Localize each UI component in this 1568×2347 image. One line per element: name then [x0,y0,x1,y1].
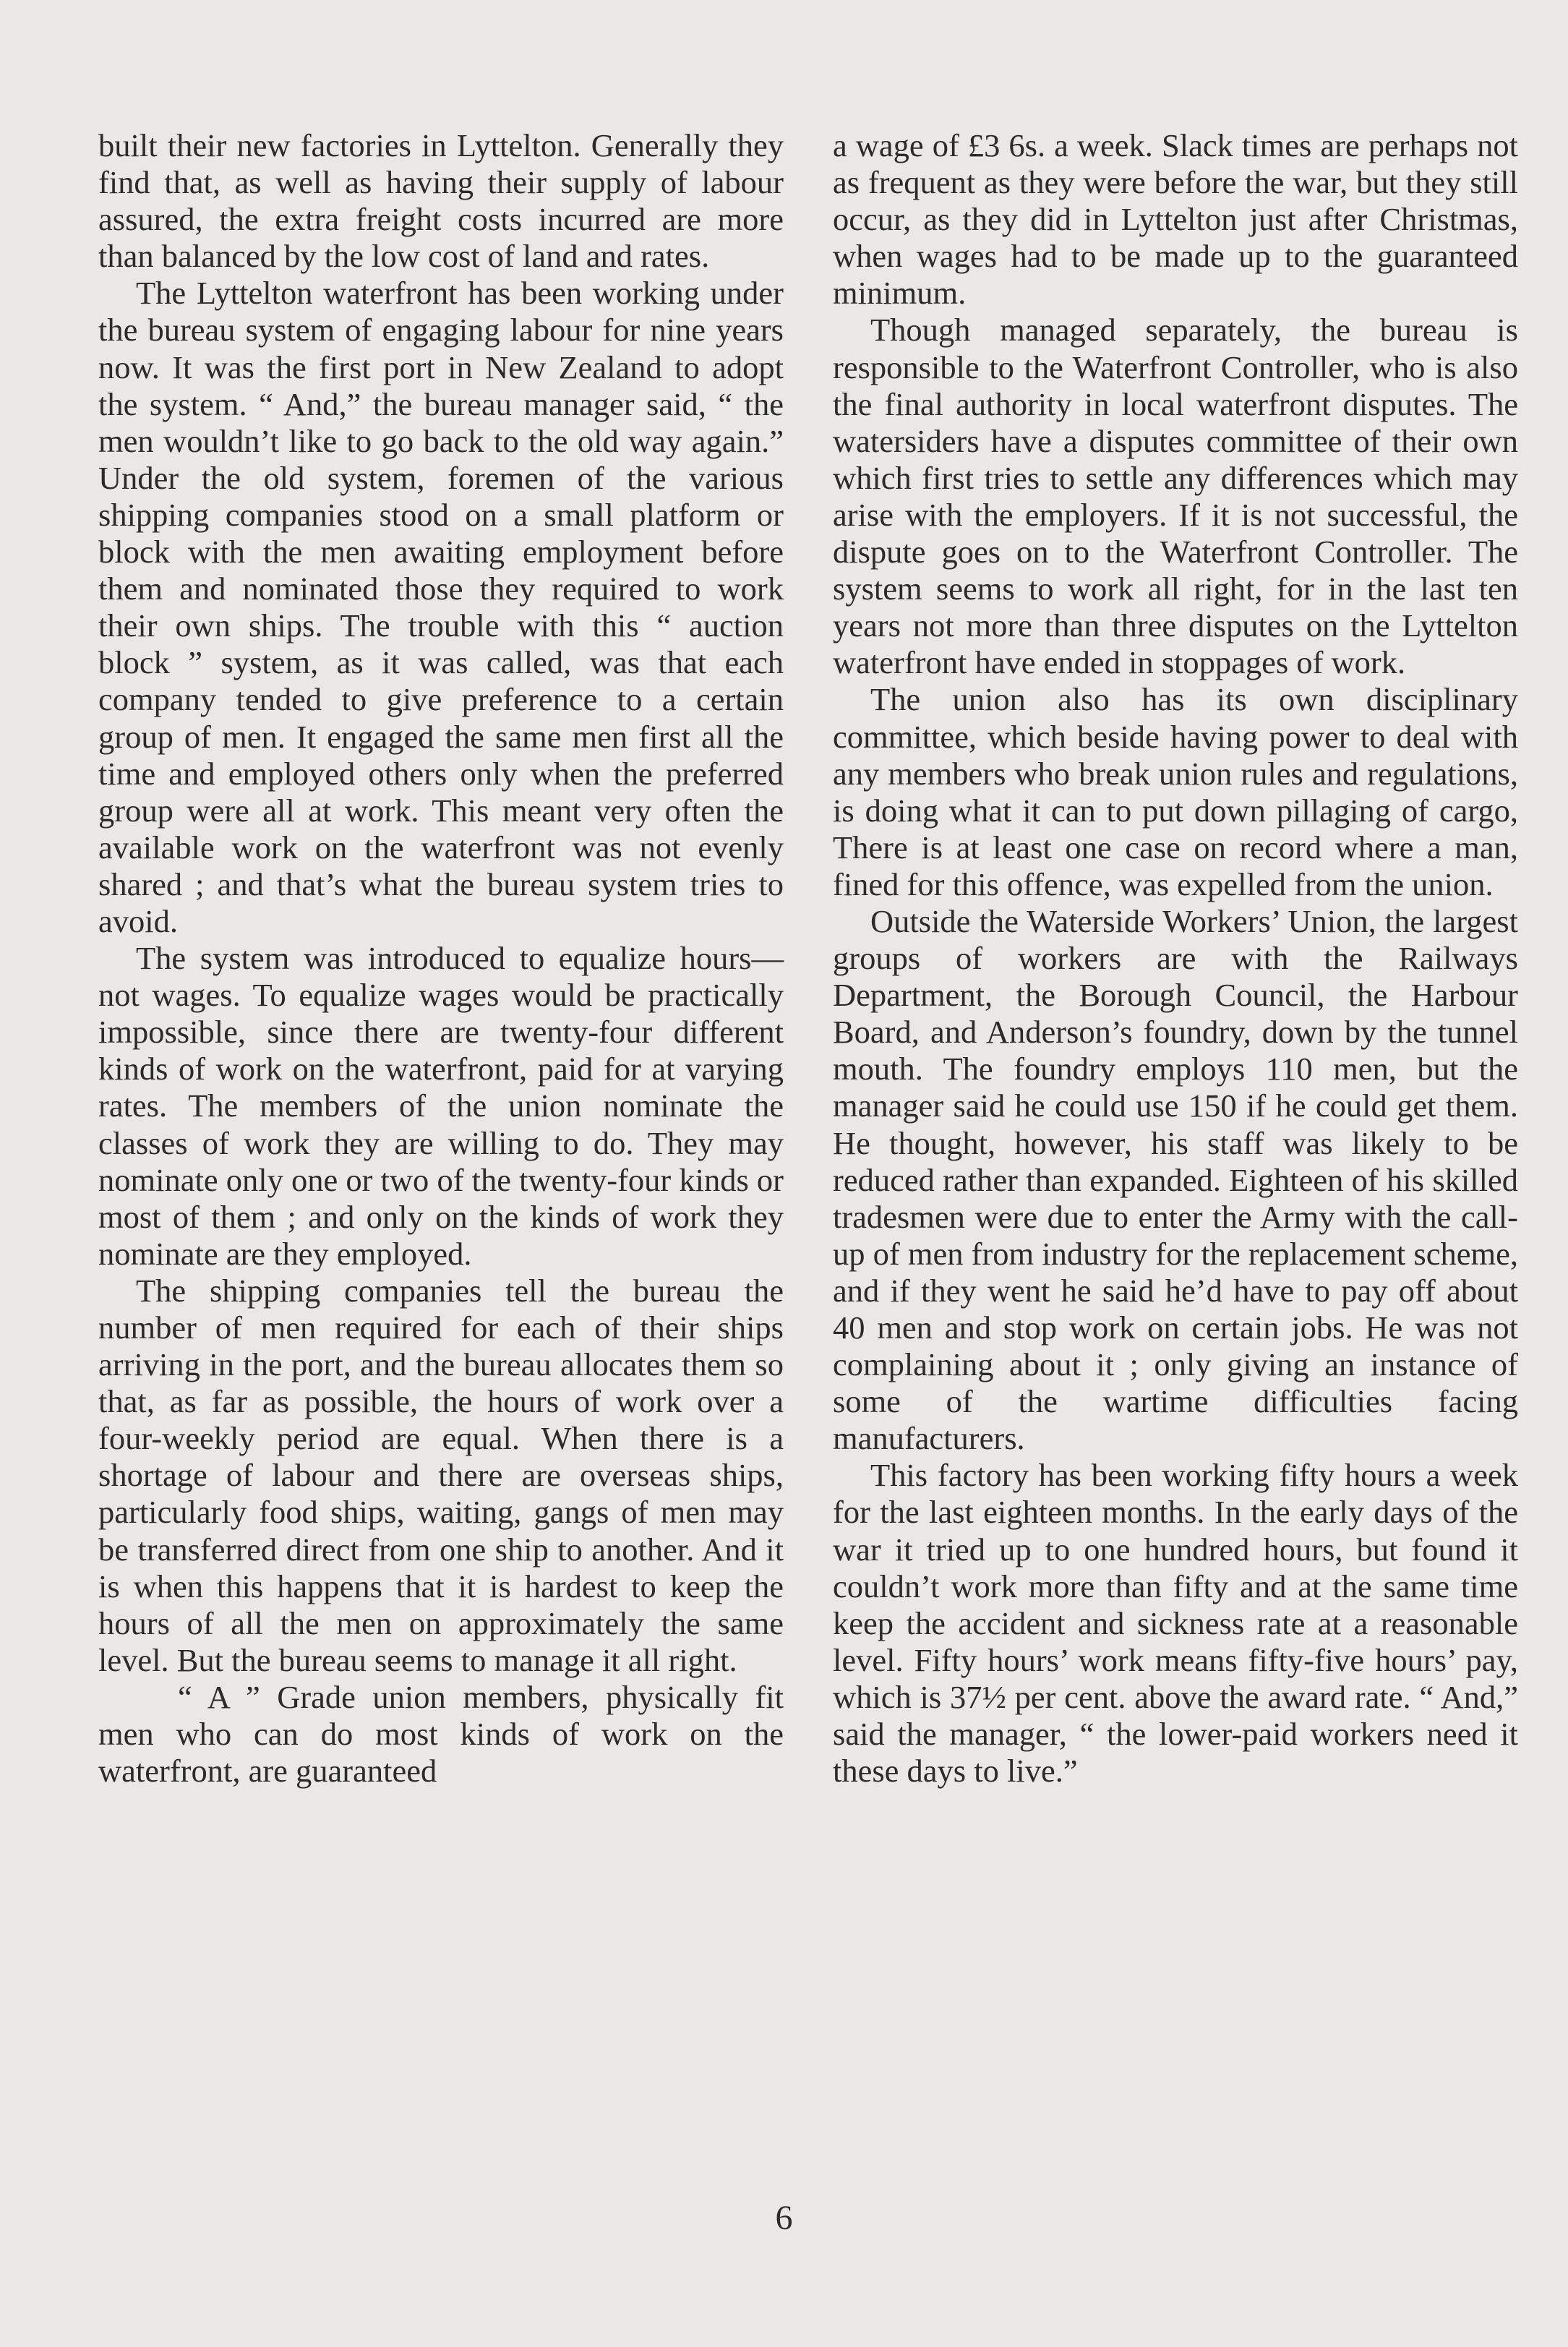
paragraph: “ A ” Grade union members, physically fit men who can do most kinds of work on the waterfront, are guaranteed [98,1678,784,1790]
paragraph: The shipping companies tell the bureau the number of men required for each of their ships arriving in the port, and the bureau allocates them so that, as far as possible, the hours of work over a four-weekly period are equal. When there is a shortage of labour and there are overseas ships, particularly food ships, waiting, gangs of men may be transferred direct from one ship to another. And it is when this happens that it is hardest to keep the hours of all the men on approximately the same level. But the bureau seems to manage it all right. [98,1272,784,1678]
left-text-column [98,127,784,1790]
paragraph: Outside the Waterside Workers’ Union, the largest groups of workers are with the Railways Department, the Borough Council, the Harbour Board, and Anderson’s foundry, down by the tunnel mouth. The foundry employs 110 men, but the manager said he could use 150 if he could get them. He thought, however, his staff was likely to be reduced rather than expanded. Eighteen of his skilled tradesmen were due to enter the Army with the call-up of men from industry for the replacement scheme, and if they went he said he’d have to pay off about 40 men and stop work on certain jobs. He was not complaining about it ; only giving an instance of some of the wartime difficulties facing manufacturers. [833,902,1518,1457]
paragraph: Though managed separately, the bureau is responsible to the Waterfront Controller, who is also the final authority in local waterfront disputes. The watersiders have a disputes committee of their own which first tries to settle any differences which may arise with the employers. If it is not successful, the dispute goes on to the Waterfront Controller. The system seems to work all right, for in the last ten years not more than three disputes on the Lyttelton waterfront have ended in stoppages of work. [833,312,1518,681]
paragraph: The Lyttelton waterfront has been working under the bureau system of engaging labour for nine years now. It was the first port in New Zealand to adopt the system. “ And,” the bureau manager said, “ the men wouldn’t like to go back to the old way again.” Under the old system, foremen of the various shipping companies stood on a small platform or block with the men awaiting employment before them and nominated those they required to work their own ships. The trouble with this “ auction block ” system, as it was called, was that each company tended to give preference to a certain group of men. It engaged the same men first all the time and employed others only when the preferred group were all at work. This meant very often the available work on the waterfront was not evenly shared ; and that’s what the bureau system tries to avoid. [98,275,784,939]
paragraph: This factory has been working fifty hours a week for the last eighteen months. In the early days of the war it tried up to one hundred hours, but found it couldn’t work more than fifty and at the same time keep the accident and sickness rate at a reasonable level. Fifty hours’ work means fifty-five hours’ pay, which is 37½ per cent. above the award rate. “ And,” said the manager, “ the lower-paid workers need it these days to live.” [833,1457,1518,1790]
paragraph: The union also has its own disciplinary committee, which beside having power to deal with any members who break union rules and regulations, is doing what it can to put down pillaging of cargo, There is at least one case on record where a man, fined for this offence, was expelled from the union. [833,681,1518,902]
right-text-column [833,127,1518,1790]
page-number: 6 [775,2199,793,2237]
paragraph: The system was introduced to equalize hours—not wages. To equalize wages would be practically impossible, since there are twenty-four different kinds of work on the waterfront, paid for at varying rates. The members of the union nominate the classes of work they are willing to do. They may nominate only one or two of the twenty-four kinds or most of them ; and only on the kinds of work they nominate are they employed. [98,940,784,1272]
paragraph: a wage of £3 6s. a week. Slack times are perhaps not as frequent as they were before the war, but they still occur, as they did in Lyttelton just after Christmas, when wages had to be made up to the guaranteed minimum. [833,127,1518,312]
paragraph: built their new factories in Lyttelton. Generally they find that, as well as having their supply of labour assured, the extra freight costs incurred are more than balanced by the low cost of land and rates. [98,127,784,275]
